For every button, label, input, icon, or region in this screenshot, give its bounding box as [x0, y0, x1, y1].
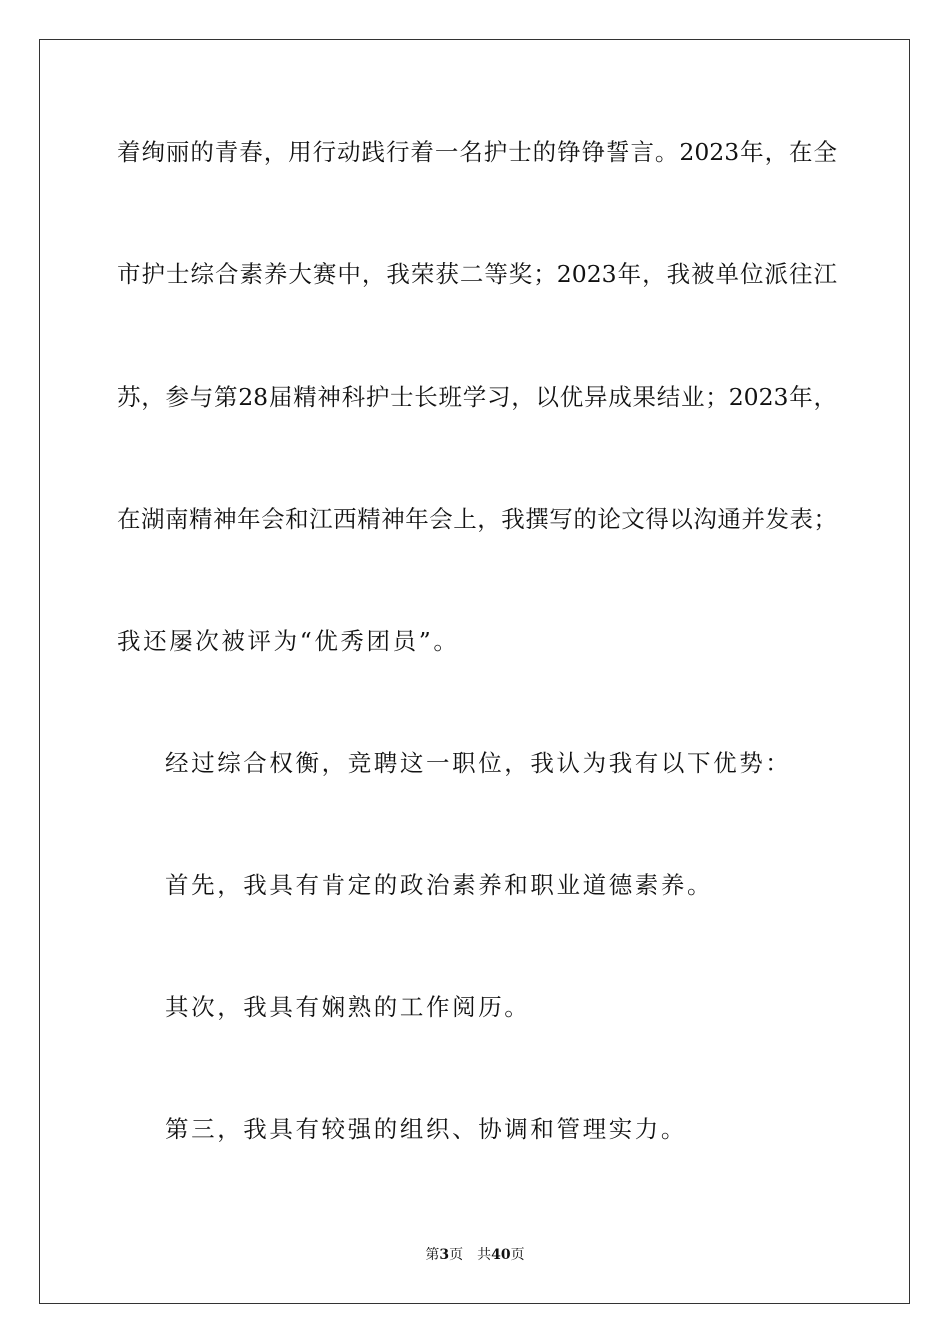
footer-page-suffix: 页	[449, 1247, 464, 1263]
footer-total-prefix: 共	[477, 1247, 492, 1263]
page-footer	[0, 1246, 950, 1264]
paragraph-third-advantage: 第三，我具有较强的组织、协调和管理实力。	[165, 1115, 687, 1143]
paragraph-advantages-intro: 经过综合权衡，竞聘这一职位，我认为我有以下优势：	[165, 749, 792, 777]
body-line-3: 苏，参与第28届精神科护士长班学习，以优异成果结业；2023年，	[117, 383, 837, 411]
paragraph-first-advantage: 首先，我具有肯定的政治素养和职业道德素养。	[165, 871, 714, 899]
body-line-1: 着绚丽的青春，用行动践行着一名护士的铮铮誓言。2023年，在全	[117, 138, 837, 166]
footer-total-pages: 40	[491, 1247, 511, 1263]
paragraph-second-advantage: 其次，我具有娴熟的工作阅历。	[165, 993, 531, 1021]
body-line-2: 市护士综合素养大赛中，我荣获二等奖；2023年，我被单位派往江	[117, 260, 837, 288]
footer-page-number: 3	[439, 1247, 450, 1263]
body-line-4: 在湖南精神年会和江西精神年会上，我撰写的论文得以沟通并发表；	[117, 505, 837, 533]
footer-page-prefix: 第	[425, 1247, 440, 1263]
body-line-5: 我还屡次被评为“优秀团员”。	[117, 627, 460, 655]
footer-total-suffix: 页	[510, 1247, 525, 1263]
